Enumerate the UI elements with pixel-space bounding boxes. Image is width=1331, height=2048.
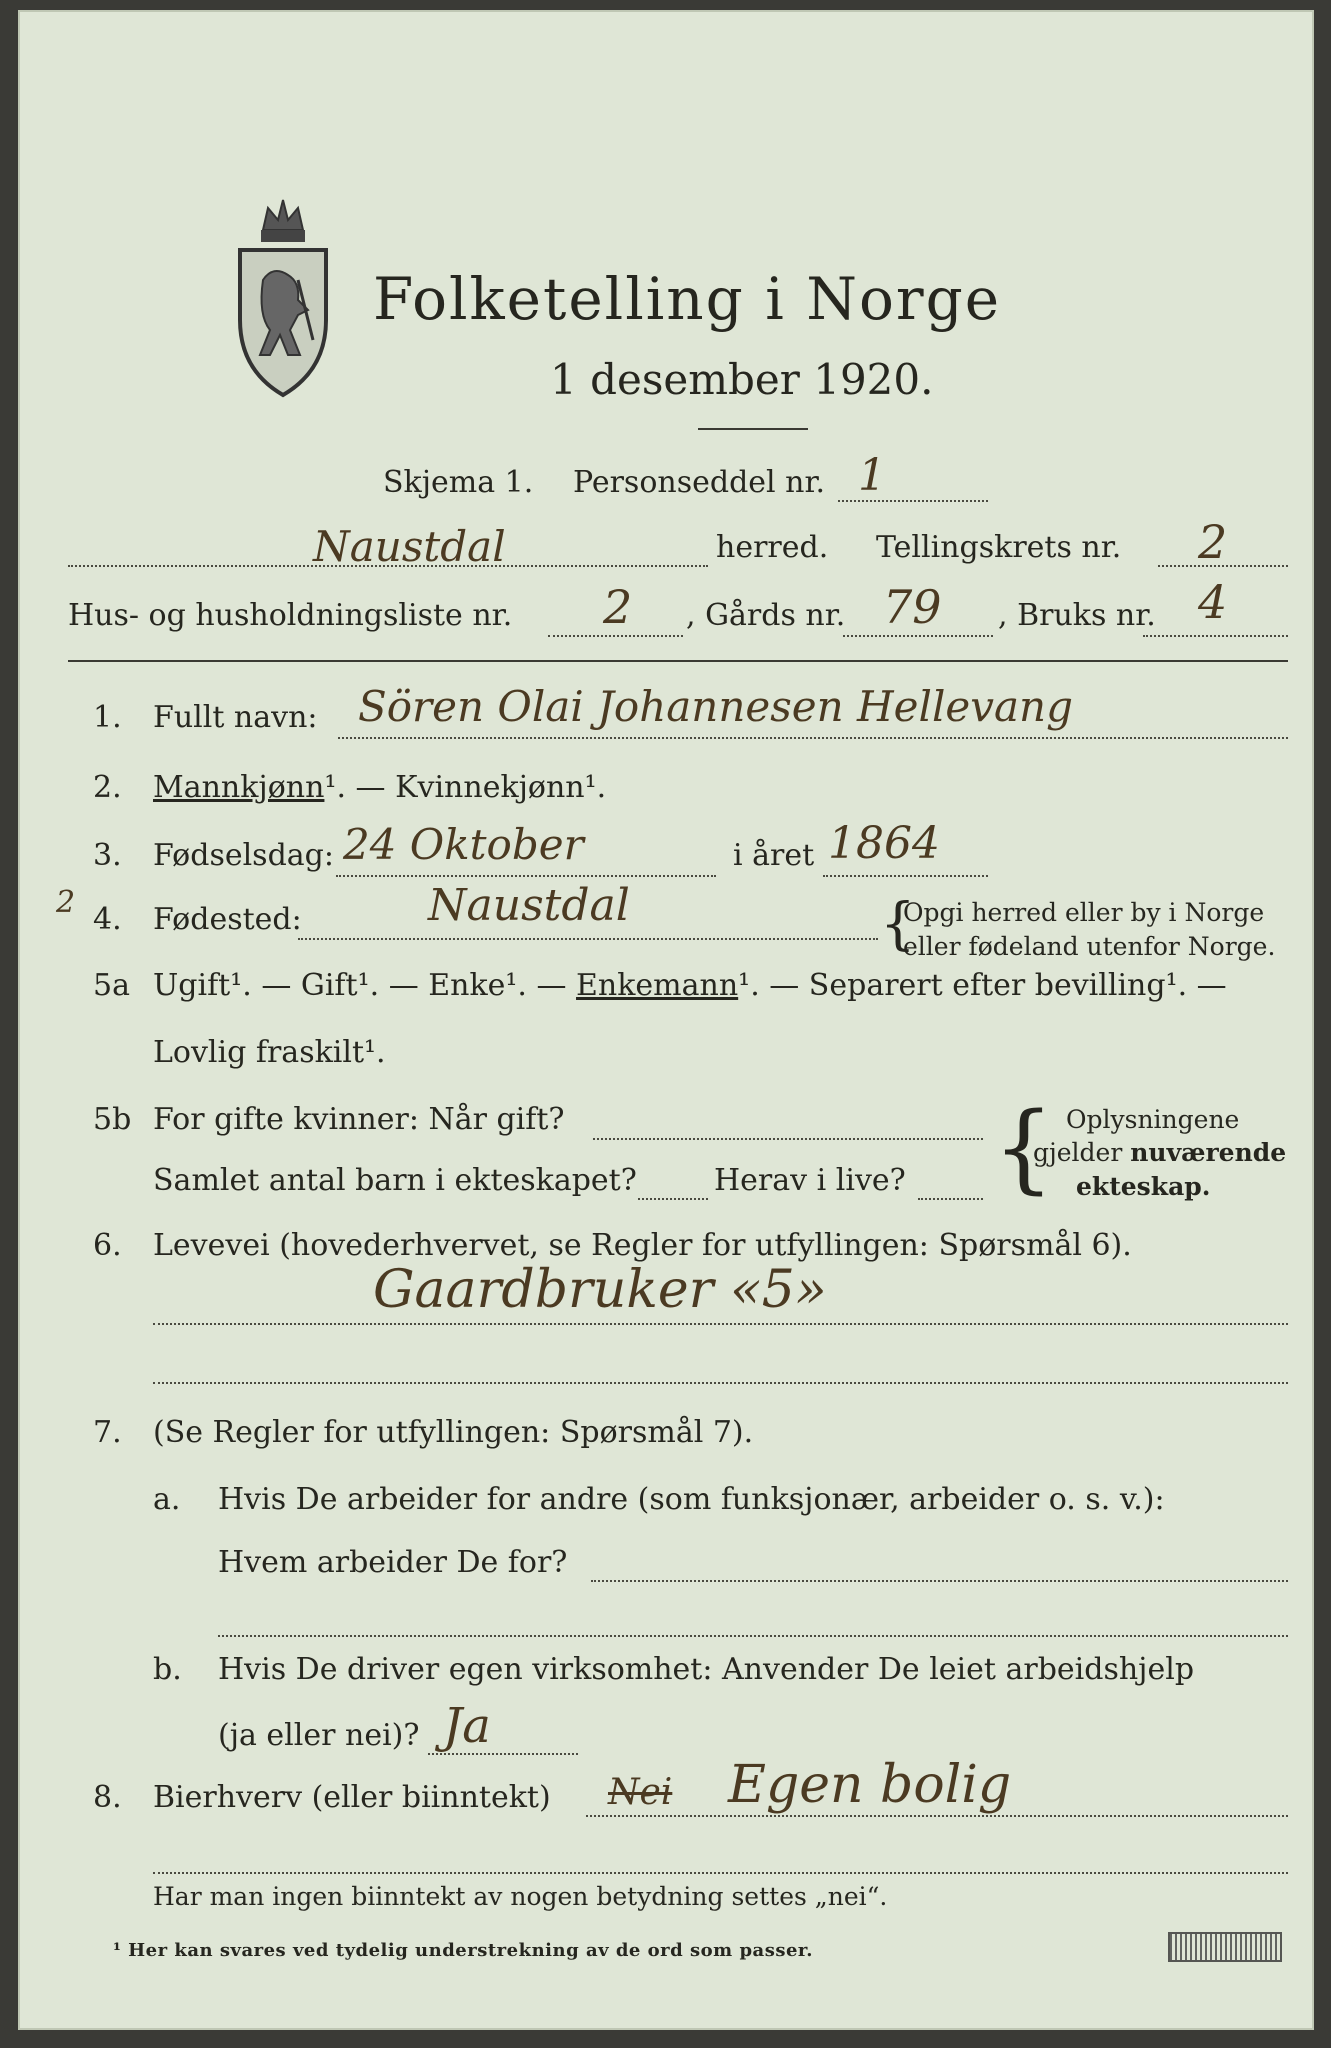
q2-number: 2. — [93, 770, 122, 805]
q7-number: 7. — [93, 1415, 122, 1450]
form-title: Folketelling i Norge — [373, 265, 1002, 333]
q5a-number: 5a — [93, 968, 130, 1003]
birth-year-value: 1864 — [828, 818, 940, 869]
census-form: Folketelling i Norge 1 desember 1920. Skjema 1. Personseddel nr. 1 Naustdal herred. Tellingskrets nr. 2 Hus- og husholdningsliste nr. 2 , Gårds nr. 79 , Bruks nr. 4 1. Fullt navn: Sören Olai Johannesen Hellevang 2. Mannkjønn¹. — Kvinnekjønn¹. 3. Fødselsdag: 24 Oktober i året 1864 2 4. Fødested: Naustdal { Opgi herred eller by i Norge eller fødeland utenfor Norge. 5a Ugift¹. — Gift¹. — Enke¹. — Enkemann¹. — Separert efter bevilling¹. — Lovlig fraskilt¹. 5b For gifte kvinner: Når gift? Samlet antal barn i ekteskapet? Herav i live? { Oplysningene gjelder nuværende ekteskap. 6. Levevei (hovederhvervet, se Regler for utfyllingen: Spørsmål 6). Gaardbruker «5» 7. (Se Regler for utfyllingen: Spørsmål 7). a. Hvis De arbeider for andre (som funksjonær, arbeider o. s. v.): Hvem arbeider De for? b. Hvis De driver egen virksomhet: Anvender De leiet arbeidshjelp (ja eller nei)? Ja 8. Bierhverv (eller biinntekt) Nei Egen bolig Har man ingen biinntekt av nogen betydning settes „nei“. ¹ Her kan svares ved tydelig understrekning av de ord som passer. — [18, 10, 1314, 2030]
margin-mark: 2 — [56, 885, 76, 920]
census-date: 1 desember 1920. — [550, 355, 934, 404]
q3-number: 3. — [93, 838, 122, 873]
birthplace-note-2: eller fødeland utenfor Norge. — [903, 932, 1276, 961]
gards-label: , Gårds nr. — [686, 598, 846, 633]
tellingskrets-label: Tellingskrets nr. — [876, 530, 1122, 565]
hus-label: Hus- og husholdningsliste nr. — [68, 598, 513, 633]
q7b-line1: Hvis De driver egen virksomhet: Anvender De leiet arbeidshjelp — [218, 1652, 1195, 1687]
occupation-value: Gaardbruker «5» — [373, 1260, 827, 1320]
personseddel-label: Personseddel nr. — [573, 465, 826, 500]
q6-number: 6. — [93, 1228, 122, 1263]
q7b-line2: (ja eller nei)? — [218, 1718, 420, 1753]
gards-value: 79 — [883, 580, 942, 634]
q6-label: Levevei (hovederhvervet, se Regler for utfyllingen: Spørsmål 6). — [153, 1228, 1132, 1263]
header-divider — [68, 660, 1288, 662]
kvinne-option: Kvinnekjønn — [395, 770, 585, 805]
year-label: i året — [733, 838, 815, 873]
q3-label: Fødselsdag: — [153, 838, 334, 873]
q5b-alive-label: Herav i live? — [714, 1163, 906, 1198]
birthdate-value: 24 Oktober — [343, 820, 584, 869]
tellingskrets-value: 2 — [1198, 515, 1228, 569]
q8-number: 8. — [93, 1780, 122, 1815]
divorced-option: Lovlig fraskilt¹. — [153, 1035, 386, 1070]
sex-options: Mannkjønn¹. — Kvinnekjønn¹. — [153, 770, 607, 805]
mann-option: Mannkjønn — [153, 770, 325, 805]
footer-note: Har man ingen biinntekt av nogen betydning settes „nei“. — [153, 1882, 888, 1911]
q5b-note-2: gjelder nuværende — [1033, 1138, 1287, 1167]
hired-help-value: Ja — [443, 1698, 491, 1754]
q4-label: Fødested: — [153, 902, 302, 937]
personseddel-value: 1 — [858, 450, 886, 501]
footnote: ¹ Her kan svares ved tydelig understrekning av de ord som passer. — [113, 1940, 814, 1961]
q7a-line2: Hvem arbeider De for? — [218, 1545, 568, 1580]
q5b-married-label: For gifte kvinner: Når gift? — [153, 1102, 565, 1137]
q1-number: 1. — [93, 700, 122, 735]
bruks-value: 4 — [1198, 575, 1228, 629]
bruks-label: , Bruks nr. — [998, 598, 1156, 633]
side-income-value: Egen bolig — [728, 1755, 1012, 1815]
q7a-letter: a. — [153, 1482, 181, 1517]
q5b-note-1: Oplysningene — [1066, 1105, 1240, 1134]
printer-stamp — [1168, 1932, 1282, 1962]
q1-label: Fullt navn: — [153, 700, 318, 735]
q5b-children-label: Samlet antal barn i ekteskapet? — [153, 1163, 637, 1198]
birthplace-value: Naustdal — [428, 880, 630, 931]
q7a-line1: Hvis De arbeider for andre (som funksjonær, arbeider o. s. v.): — [218, 1482, 1165, 1517]
q5b-number: 5b — [93, 1102, 132, 1137]
enkemann-option: Enkemann — [576, 968, 739, 1003]
birthplace-note-1: Opgi herred eller by i Norge — [903, 898, 1265, 927]
struck-value: Nei — [608, 1772, 673, 1813]
q7b-letter: b. — [153, 1652, 182, 1687]
full-name-value: Sören Olai Johannesen Hellevang — [358, 682, 1073, 731]
schema-label: Skjema 1. — [383, 465, 534, 500]
divider — [698, 428, 808, 430]
marital-status-options: Ugift¹. — Gift¹. — Enke¹. — Enkemann¹. — Separert efter bevilling¹. — — [153, 968, 1227, 1003]
coat-of-arms-icon — [228, 190, 338, 400]
hus-value: 2 — [603, 580, 633, 634]
q5b-note-3: ekteskap. — [1076, 1172, 1211, 1201]
herred-label: herred. — [716, 530, 829, 565]
herred-value: Naustdal — [313, 522, 506, 571]
q7-label: (Se Regler for utfyllingen: Spørsmål 7). — [153, 1415, 754, 1450]
q4-number: 4. — [93, 902, 122, 937]
q8-label: Bierhverv (eller biinntekt) — [153, 1780, 551, 1815]
